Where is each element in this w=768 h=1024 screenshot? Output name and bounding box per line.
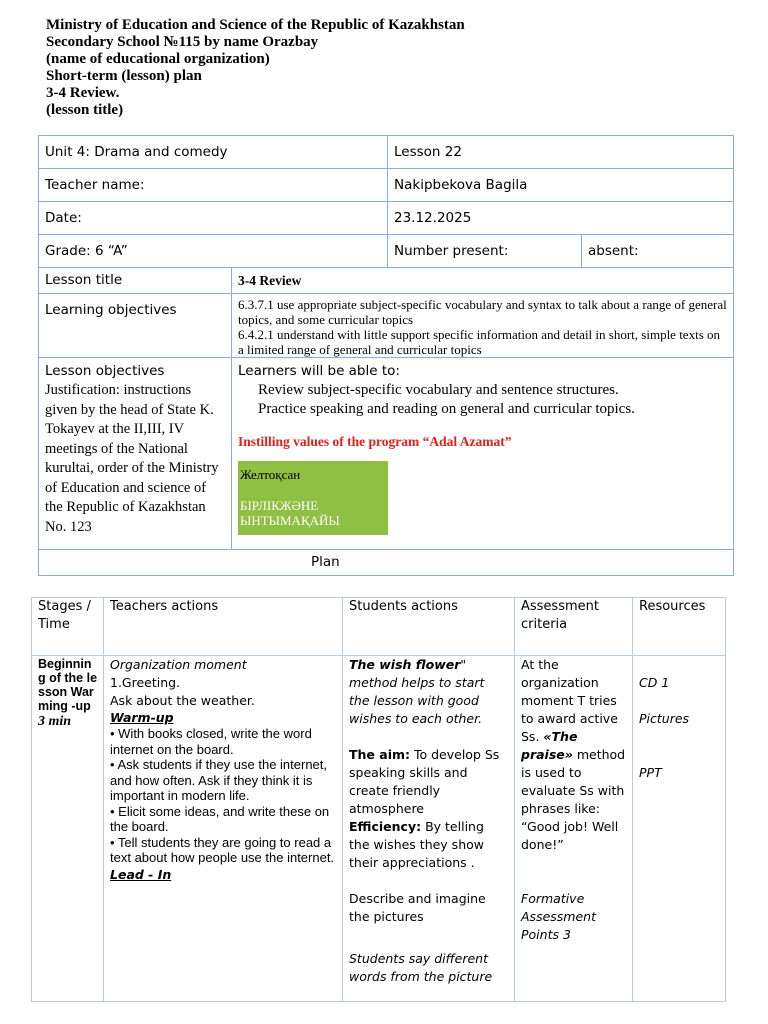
objective-item: 6.4.2.1 understand with little support specific information and detail in short, simple texts on a limited range of general and curricular topics	[238, 327, 721, 357]
ministry-line: Ministry of Education and Science of the Republic of Kazakhstan	[46, 17, 465, 33]
green-box-line: ЫНТЫМАҚАЙЫ	[240, 513, 340, 528]
grade-cell: Grade: 6 “A”	[45, 243, 128, 259]
wish-flower-quote: "	[460, 657, 467, 672]
assessment-text-2: method is used to evaluate Ss with phrases like:	[521, 747, 626, 816]
lesson-number-cell: Lesson 22	[394, 144, 462, 160]
document-header	[46, 17, 465, 119]
organization-moment: Organization moment	[110, 657, 247, 672]
teacher-bullet: • With books closed, write the word internet on the board.	[110, 726, 312, 757]
values-program-text: Instilling values of the program “Adal Azamat”	[238, 434, 512, 449]
resource-pictures: Pictures	[639, 711, 690, 726]
teacher-label: Teacher name:	[45, 177, 145, 193]
header-teachers-actions: Teachers actions	[110, 599, 219, 614]
stage-name: Beginning of the lesson Warming -up	[38, 657, 98, 713]
efficiency-label: Efficiency:	[349, 819, 422, 834]
plan-heading: Plan	[311, 554, 340, 570]
students-say-task: Students say different words from the picture	[349, 951, 493, 984]
header-stages: Stages / Time	[38, 599, 91, 632]
resource-ppt: PPT	[639, 765, 662, 780]
teacher-actions	[104, 656, 342, 884]
formative-assessment: Formative Assessment Points 3	[521, 891, 596, 942]
resources-list	[633, 656, 725, 782]
praise-method: «The praise»	[521, 729, 578, 762]
aim-label: The aim:	[349, 747, 410, 762]
learner-objective-item: Review subject-specific vocabulary and sentence structures.	[258, 382, 619, 398]
lesson-title-caption: (lesson title)	[46, 102, 124, 118]
teacher-bullet: • Tell students they are going to read a text about how people use the internet.	[110, 834, 335, 865]
green-box-line: БІРЛІКЖӘНЕ	[240, 498, 319, 513]
lesson-name: 3-4 Review.	[46, 85, 120, 101]
objective-item: 6.3.7.1 use appropriate subject-specific vocabulary and syntax to talk about a range of general topics, and some curricular topics	[238, 297, 727, 327]
greeting-step: 1.Greeting.	[110, 675, 181, 690]
warm-up-heading: Warm-up	[110, 710, 174, 725]
lead-in-heading: Lead - In	[110, 866, 172, 882]
absent-label: absent:	[588, 243, 639, 259]
assessment-criteria	[515, 656, 632, 944]
date-label: Date:	[45, 210, 82, 226]
efficiency-text: By telling the wishes they show their appreciations .	[349, 819, 484, 870]
lesson-title-value: 3-4 Review	[238, 273, 302, 288]
resource-cd: CD 1	[639, 675, 670, 690]
praise-phrases: “Good job! Well done!”	[521, 819, 619, 852]
stage-time: 3 min	[38, 714, 72, 729]
teacher-bullet: • Ask students if they use the internet, and how often. Ask if they think it is important in modern life.	[110, 757, 328, 803]
lesson-title-label: Lesson title	[45, 272, 123, 288]
learning-objectives-label: Learning objectives	[45, 302, 177, 318]
plan-table	[31, 597, 726, 1002]
header-resources: Resources	[639, 599, 706, 614]
students-actions	[343, 656, 514, 986]
wish-flower-description: method helps to start the lesson with good wishes to each other.	[349, 675, 485, 726]
teacher-bullet: • Elicit some ideas, and write these on the board.	[110, 803, 330, 834]
weather-step: Ask about the weather.	[110, 693, 255, 708]
lesson-info-table	[38, 135, 734, 576]
learner-objective-item: Practice speaking and reading on general and curricular topics.	[258, 401, 635, 417]
lesson-objectives-label: Lesson objectives	[45, 363, 165, 379]
green-box-line: Желтоқсан	[240, 467, 301, 482]
aim-text: To develop Ss speaking skills and create friendly atmosphere	[349, 747, 500, 816]
assessment-text: At the organization moment T tries to award active Ss.	[521, 657, 618, 744]
describe-task: Describe and imagine the pictures	[349, 891, 486, 924]
values-green-box	[238, 461, 388, 535]
unit-cell: Unit 4: Drama and comedy	[45, 144, 228, 160]
learning-objectives-list	[232, 294, 733, 357]
header-assessment: Assessment criteria	[521, 599, 599, 632]
plan-type: Short-term (lesson) plan	[46, 68, 202, 84]
learners-label: Learners will be able to:	[238, 363, 400, 379]
learner-objectives	[238, 381, 727, 419]
header-students-actions: Students actions	[349, 599, 458, 614]
teacher-value: Nakipbekova Bagila	[394, 177, 528, 193]
date-value: 23.12.2025	[394, 210, 472, 226]
number-present-label: Number present:	[394, 243, 509, 259]
school-line: Secondary School №115 by name Orazbay	[46, 34, 319, 50]
org-caption: (name of educational organization)	[46, 51, 270, 67]
wish-flower-title: The wish flower	[349, 657, 461, 672]
justification-text: Justification: instructions given by the head of State K. Tokayev at the II,III, IV meetings of the National kurultai, order of the Ministry of Education and science of the Republic of Kazakhstan No. 123	[45, 382, 219, 535]
